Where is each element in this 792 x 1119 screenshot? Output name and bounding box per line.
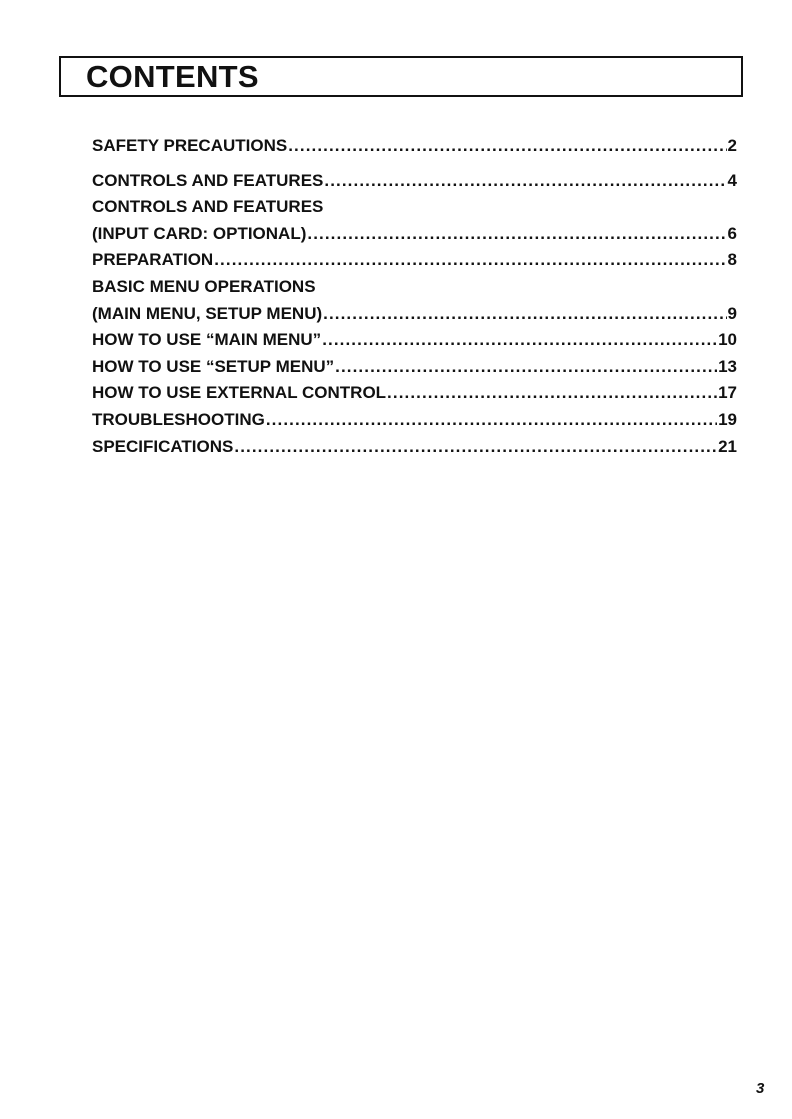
dot-leader	[324, 168, 726, 195]
toc-entry-page: 19	[718, 409, 737, 429]
dot-leader	[214, 247, 726, 274]
toc-entry-page: 8	[727, 250, 737, 270]
dot-leader	[387, 380, 717, 407]
contents-title-box	[59, 56, 743, 97]
dot-leader	[234, 434, 717, 461]
table-of-contents	[92, 133, 737, 460]
toc-entry-label: (MAIN MENU, SETUP MENU)	[92, 303, 323, 323]
toc-entry-basic-menu-operations[interactable]	[92, 301, 737, 328]
toc-entry-page: 9	[727, 303, 737, 323]
toc-entry-label: TROUBLESHOOTING	[92, 409, 265, 429]
dot-leader	[288, 133, 726, 160]
toc-entry-label: BASIC MENU OPERATIONS	[92, 276, 316, 296]
dot-leader	[322, 327, 717, 354]
toc-entry-label: SPECIFICATIONS	[92, 436, 234, 456]
toc-entry-page: 6	[727, 223, 737, 243]
toc-entry-label: HOW TO USE EXTERNAL CONTROL	[92, 383, 387, 403]
toc-entry-specifications[interactable]	[92, 434, 737, 461]
toc-entry-how-to-use-main-menu[interactable]	[92, 327, 737, 354]
page-title: CONTENTS	[86, 59, 259, 94]
dot-leader	[323, 301, 726, 328]
toc-entry-page: 4	[727, 170, 737, 190]
toc-entry-page: 17	[718, 383, 737, 403]
toc-entry-label: CONTROLS AND FEATURES	[92, 197, 324, 217]
toc-entry-page: 10	[718, 330, 737, 350]
toc-entry-how-to-use-external-control[interactable]	[92, 380, 737, 407]
toc-entry-label: (INPUT CARD: OPTIONAL)	[92, 223, 307, 243]
toc-entry-page: 2	[727, 136, 737, 155]
dot-leader	[266, 407, 717, 434]
toc-entry-label: HOW TO USE “MAIN MENU”	[92, 330, 322, 350]
page-number: 3	[756, 1080, 765, 1097]
toc-entry-label: HOW TO USE “SETUP MENU”	[92, 356, 335, 376]
toc-entry-preparation[interactable]	[92, 247, 737, 274]
toc-entry-controls-and-features[interactable]	[92, 168, 737, 195]
toc-entry-how-to-use-setup-menu[interactable]	[92, 354, 737, 381]
toc-entry-safety-precautions[interactable]	[92, 133, 737, 160]
toc-entry-label: SAFETY PRECAUTIONS	[92, 136, 288, 155]
toc-entry-page: 21	[718, 436, 737, 456]
dot-leader	[307, 221, 726, 248]
toc-entry-troubleshooting[interactable]	[92, 407, 737, 434]
toc-entry-controls-and-features-input-card-line1[interactable]	[92, 194, 737, 221]
dot-leader	[335, 354, 717, 381]
toc-entry-label: PREPARATION	[92, 250, 214, 270]
toc-entry-page: 13	[718, 356, 737, 376]
toc-entry-controls-and-features-input-card[interactable]	[92, 221, 737, 248]
toc-entry-basic-menu-operations-line1[interactable]	[92, 274, 737, 301]
toc-entry-label: CONTROLS AND FEATURES	[92, 170, 324, 190]
